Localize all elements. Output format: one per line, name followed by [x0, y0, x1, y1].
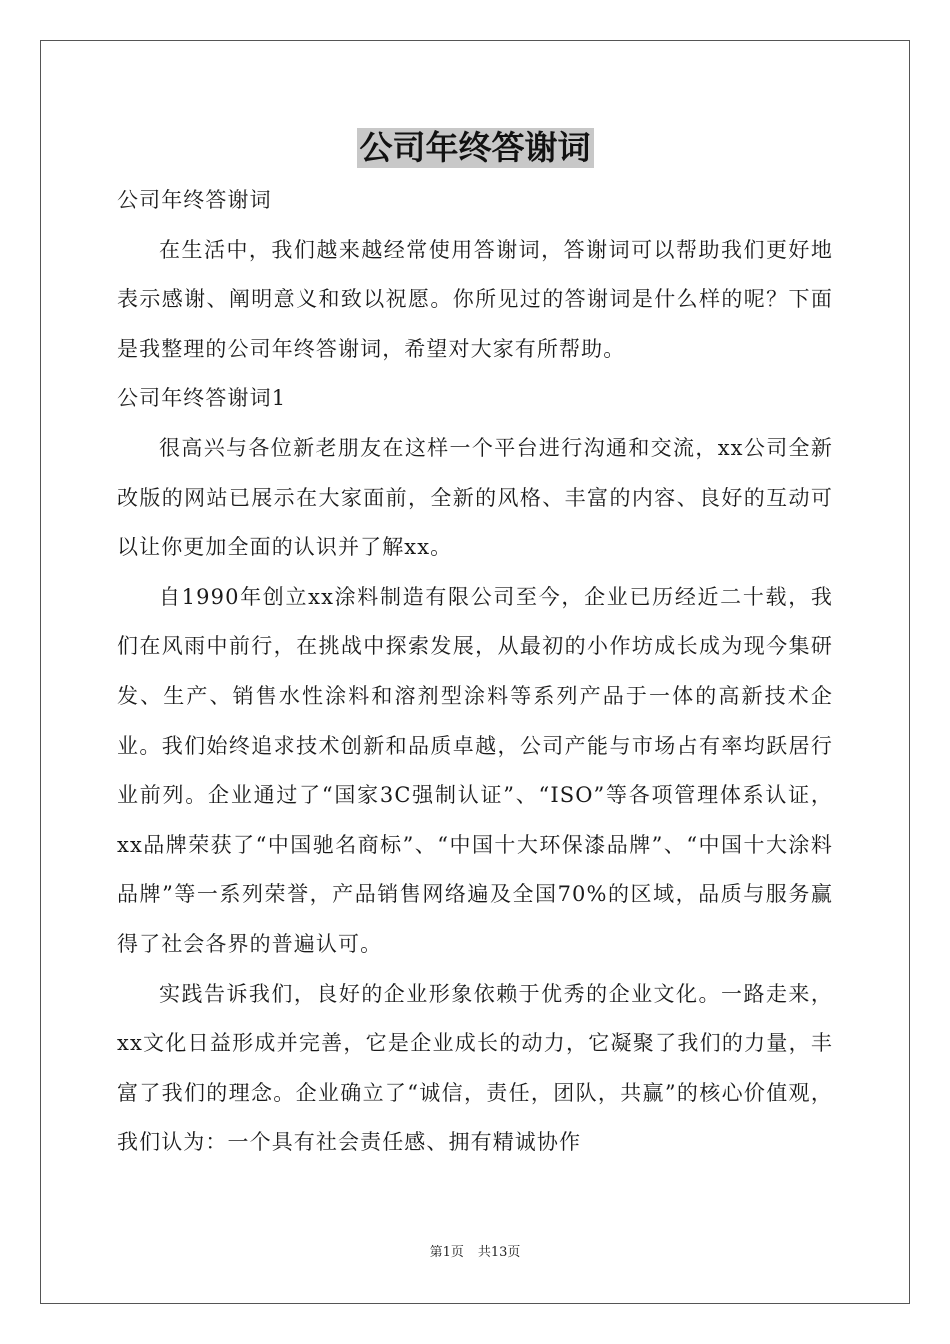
- section-heading: 公司年终答谢词1: [117, 386, 287, 411]
- document-title: 公司年终答谢词: [357, 128, 594, 168]
- page-total: 共13页: [477, 1245, 521, 1260]
- body-paragraph-3: 实践告诉我们，良好的企业形象依赖于优秀的企业文化。一路走来，xx文化日益形成并完善，它是企业成长的动力，它凝聚了我们的力量，丰富了我们的理念。企业确立了“诚信，责任，团队，共赢”的核心价值观，我们认为：一个具有社会责任感、拥有精诚协作: [117, 981, 833, 1155]
- intro-paragraph: 在生活中，我们越来越经常使用答谢词，答谢词可以帮助我们更好地表示感谢、阐明意义和致以祝愿。你所见过的答谢词是什么样的呢？下面是我整理的公司年终答谢词，希望对大家有所帮助。: [117, 237, 833, 361]
- document-subtitle: 公司年终答谢词: [117, 188, 272, 212]
- body-paragraph-2: 自1990年创立xx涂料制造有限公司至今，企业已历经近二十载，我们在风雨中前行，在挑战中探索发展，从最初的小作坊成长成为现今集研发、生产、销售水性涂料和溶剂型涂料等系列产品于一体的高新技术企业。我们始终追求技术创新和品质卓越，公司产能与市场占有率均跃居行业前列。企业通过了“国家3C强制认证”、“ISO”等各项管理体系认证，xx品牌荣获了“中国驰名商标”、“中国十大环保漆品牌”、“中国十大涂料品牌”等一系列荣誉，产品销售网络遍及全国70%的区域，品质与服务赢得了社会各界的普遍认可。: [117, 584, 833, 956]
- body-paragraph-1: 很高兴与各位新老朋友在这样一个平台进行沟通和交流，xx公司全新改版的网站已展示在大家面前，全新的风格、丰富的内容、良好的互动可以让你更加全面的认识并了解xx。: [117, 435, 833, 560]
- title-container: [0, 128, 950, 168]
- page-number: 第1页: [429, 1245, 464, 1260]
- page-footer: [0, 1241, 950, 1260]
- document-body: [117, 176, 833, 1168]
